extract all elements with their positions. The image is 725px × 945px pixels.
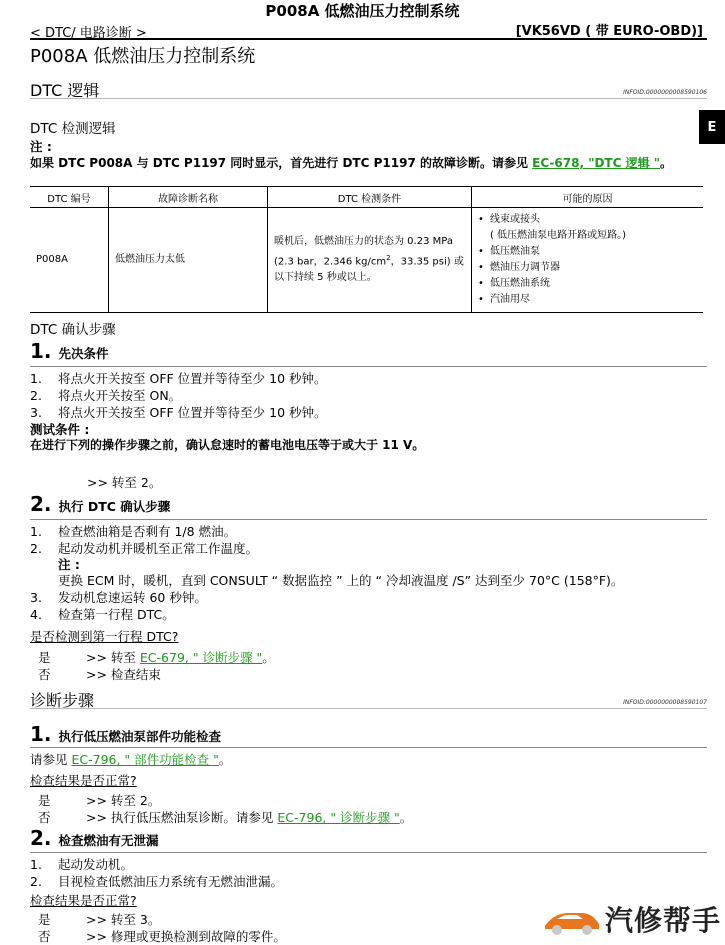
pump-diagnosis-link[interactable]: EC-796, " 诊断步骤 "	[277, 810, 400, 825]
possible-causes-cell	[472, 208, 704, 313]
col-header: 可能的原因	[472, 187, 704, 208]
page-title: P008A 低燃油压力控制系统	[30, 46, 256, 67]
step-heading: 2. 执行 DTC 确认步骤	[30, 492, 171, 516]
diagnosis-link[interactable]: EC-679, " 诊断步骤 "	[139, 650, 263, 665]
divider	[30, 98, 707, 99]
reference-text: 请参见 EC-796, " 部件功能检查 "。	[30, 752, 232, 767]
list-item: 1. 检查燃油箱是否剩有 1/8 燃油。	[30, 524, 237, 539]
no-row: 否 >> 修理或更换检测到故障的零件。	[38, 929, 286, 944]
list-item: 2. 起动发动机并暖机至正常工作温度。	[30, 541, 259, 556]
list-item: 1. 起动发动机。	[30, 857, 134, 872]
running-page-title: P008A 低燃油压力控制系统	[265, 2, 460, 20]
dtc-name-cell: 低燃油压力太低	[109, 208, 268, 313]
goto-text: >> 转至 2。	[87, 475, 162, 490]
question: 检查结果是否正常?	[30, 773, 137, 788]
yes-row: 是 >> 转至 EC-679, " 诊断步骤 "。	[38, 650, 275, 665]
col-header: DTC 检测条件	[268, 187, 472, 208]
col-header: DTC 编号	[30, 187, 109, 208]
step-heading: 2. 检查燃油有无泄漏	[30, 826, 159, 850]
list-item: ( 低压燃油泵电路开路或短路。)	[490, 230, 626, 241]
watermark-text: 汽修帮手	[604, 904, 721, 937]
yes-row: 是 >> 转至 2。	[38, 793, 161, 808]
section-tab[interactable]: E	[699, 110, 725, 144]
col-header: 故障诊断名称	[109, 187, 268, 208]
dtc-logic-heading: DTC 逻辑	[30, 81, 100, 100]
table-row	[30, 208, 703, 313]
dtc-logic-link[interactable]: EC-678, "DTC 逻辑 "	[532, 156, 661, 170]
divider	[30, 708, 707, 709]
divider	[30, 519, 707, 520]
no-row: 否 >> 执行低压燃油泵诊断。请参见 EC-796, " 诊断步骤 "。	[38, 810, 413, 825]
list-item: 1. 将点火开关按至 OFF 位置并等待至少 10 秒钟。	[30, 371, 327, 386]
list-item: 2. 将点火开关按至 ON。	[30, 388, 182, 403]
list-item: • 低压燃油泵	[478, 244, 697, 260]
table-header-row	[30, 187, 703, 208]
list-item: 4. 检查第一行程 DTC。	[30, 607, 175, 622]
dtc-code-cell: P008A	[30, 208, 109, 313]
model-label: [VK56VD ( 带 EURO-OBD)]	[515, 24, 703, 39]
divider	[30, 747, 707, 748]
test-condition-label: 测试条件 :	[30, 422, 90, 437]
header-rule	[30, 38, 707, 40]
dtc-table	[30, 186, 703, 313]
question: 是否检测到第一行程 DTC?	[30, 629, 179, 644]
confirm-procedure-heading: DTC 确认步骤	[30, 322, 116, 338]
breadcrumb: < DTC/ 电路诊断 >	[30, 26, 147, 41]
diagnosis-heading: 诊断步骤	[30, 691, 95, 710]
dtc-condition-cell: 暖机后，低燃油压力的状态为 0.23 MPa (2.3 bar，2.346 $kg/cm^2$，33.35 psi) 或 以下持续 5 秒或以上。	[268, 208, 472, 313]
watermark	[543, 898, 721, 940]
no-row: 否 >> 检查结束	[38, 667, 161, 682]
info-id: INFOID:0000000008590107	[623, 699, 707, 706]
list-item: 3. 将点火开关按至 OFF 位置并等待至少 10 秒钟。	[30, 405, 327, 420]
car-logo-icon	[543, 902, 601, 936]
detection-logic-heading: DTC 检测逻辑	[30, 121, 116, 137]
list-item: 2. 目视检查低燃油压力系统有无燃油泄漏。	[30, 874, 284, 889]
test-condition-text: 在进行下列的操作步骤之前，确认怠速时的蓄电池电压等于或大于 11 V。	[30, 438, 425, 452]
list-item: • 燃油压力调节器	[478, 260, 697, 276]
list-item: • 线束或接头	[478, 212, 697, 228]
function-check-link[interactable]: EC-796, " 部件功能检查 "	[71, 752, 219, 767]
note-text: 如果 DTC P008A 与 DTC P1197 同时显示，首先进行 DTC P1197 的故障诊断。请参见 EC-678, "DTC 逻辑 "。	[30, 156, 673, 170]
list-item: • 低压燃油系统	[478, 276, 697, 292]
step-heading: 1. 先决条件	[30, 339, 109, 363]
note-label: 注 :	[30, 139, 52, 154]
question: 检查结果是否正常?	[30, 893, 137, 908]
divider	[30, 852, 707, 853]
divider	[30, 366, 707, 367]
info-id: INFOID:0000000008590106	[623, 89, 707, 96]
note-text: 更换 ECM 时，暖机，直到 CONSULT “ 数据监控 ” 上的 “ 冷却液温度 /S” 达到至少 70°C (158°F)。	[58, 573, 624, 588]
list-item: • 汽油用尽	[478, 292, 697, 308]
list-item: 3. 发动机怠速运转 60 秒钟。	[30, 590, 207, 605]
yes-row: 是 >> 转至 3。	[38, 912, 161, 927]
note-label: 注 :	[58, 557, 80, 572]
step-heading: 1. 执行低压燃油泵部件功能检查	[30, 722, 221, 746]
